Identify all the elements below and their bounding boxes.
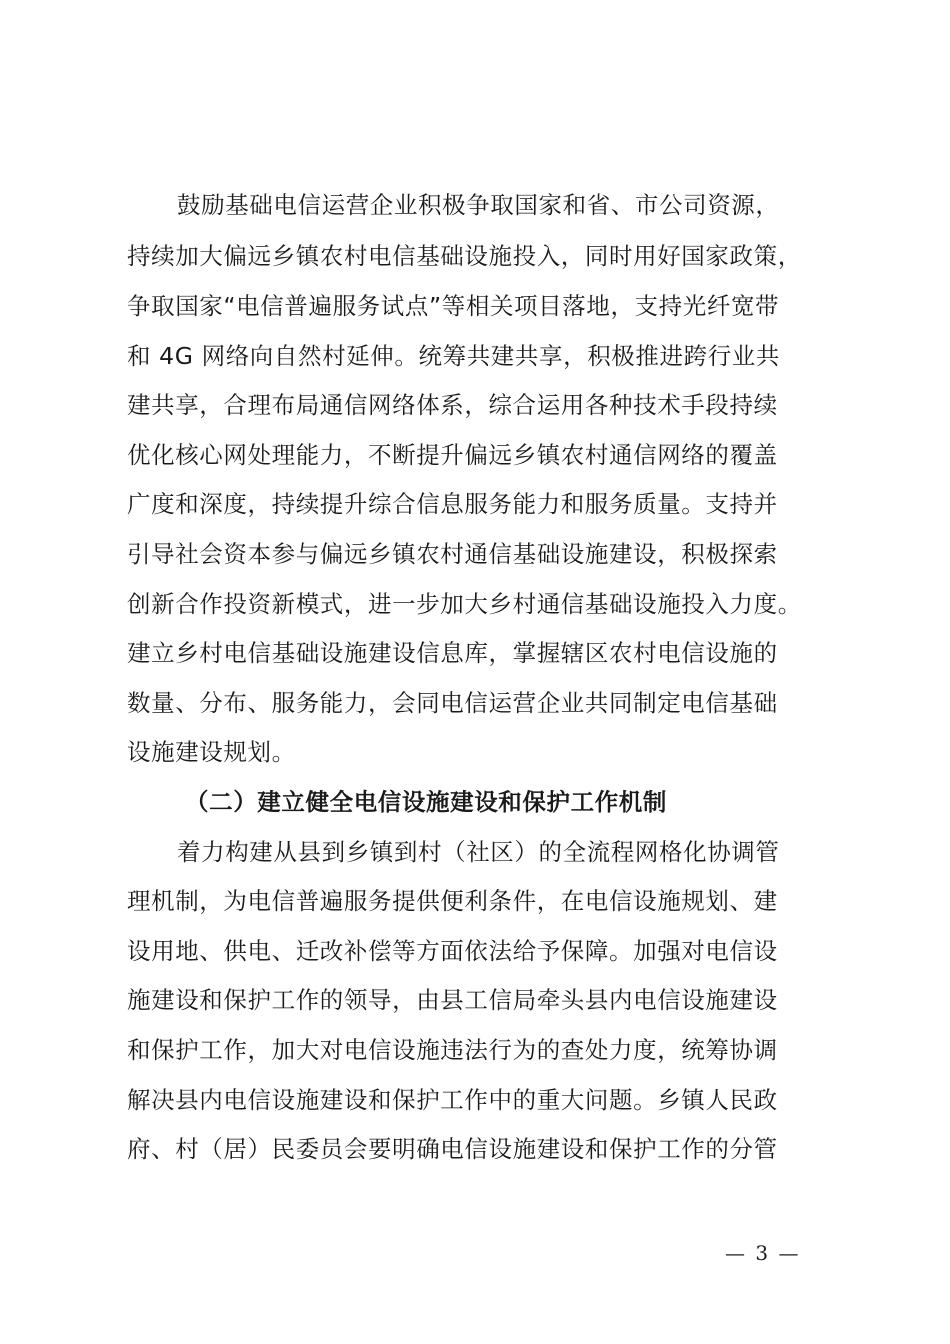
paragraph-1-line-7: 广度和深度，持续提升综合信息服务能力和服务质量。支持并 xyxy=(127,490,778,518)
paragraph-1-line-11: 数量、分布、服务能力，会同电信运营企业共同制定电信基础 xyxy=(127,689,778,717)
paragraph-1-line-10: 建立乡村电信基础设施建设信息库，掌握辖区农村电信设施的 xyxy=(127,639,778,667)
paragraph-1-line-8: 引导社会资本参与偏远乡镇农村通信基础设施建设，积极探索 xyxy=(127,540,778,568)
paragraph-1-line-6: 优化核心网处理能力，不断提升偏远乡镇农村通信网络的覆盖 xyxy=(127,441,778,469)
section-heading: （二）建立健全电信设施建设和保护工作机制 xyxy=(185,788,667,816)
paragraph-2-line-6: 解决县内电信设施建设和保护工作中的重大问题。乡镇人民政 xyxy=(127,1086,778,1114)
paragraph-2-line-3: 设用地、供电、迁改补偿等方面依法给予保障。加强对电信设 xyxy=(127,937,778,965)
paragraph-2-line-1: 着力构建从县到乡镇到村（社区）的全流程网格化协调管 xyxy=(177,838,780,866)
paragraph-2-line-4: 施建设和保护工作的领导，由县工信局牵头县内电信设施建设 xyxy=(127,986,778,1014)
paragraph-2-line-5: 和保护工作，加大对电信设施违法行为的查处力度，统筹协调 xyxy=(127,1036,778,1064)
paragraph-1-line-4: 和 4G 网络向自然村延伸。统筹共建共享，积极推进跨行业共 xyxy=(127,342,781,370)
paragraph-1-line-2: 持续加大偏远乡镇农村电信基础设施投入，同时用好国家政策， xyxy=(127,242,802,270)
paragraph-2-line-2: 理机制，为电信普遍服务提供便利条件，在电信设施规划、建 xyxy=(127,887,778,915)
paragraph-2-line-7: 府、村（居）民委员会要明确电信设施建设和保护工作的分管 xyxy=(127,1135,778,1163)
paragraph-1-line-3: 争取国家“电信普遍服务试点”等相关项目落地，支持光纤宽带 xyxy=(127,292,780,320)
page-number: — 3 — xyxy=(725,1241,801,1265)
paragraph-1-line-5: 建共享，合理布局通信网络体系，综合运用各种技术手段持续 xyxy=(127,391,778,419)
paragraph-1-line-9: 创新合作投资新模式，进一步加大乡村通信基础设施投入力度。 xyxy=(127,590,802,618)
paragraph-1-line-12: 设施建设规划。 xyxy=(127,738,296,766)
paragraph-1-line-1: 鼓励基础电信运营企业积极争取国家和省、市公司资源， xyxy=(177,191,780,219)
